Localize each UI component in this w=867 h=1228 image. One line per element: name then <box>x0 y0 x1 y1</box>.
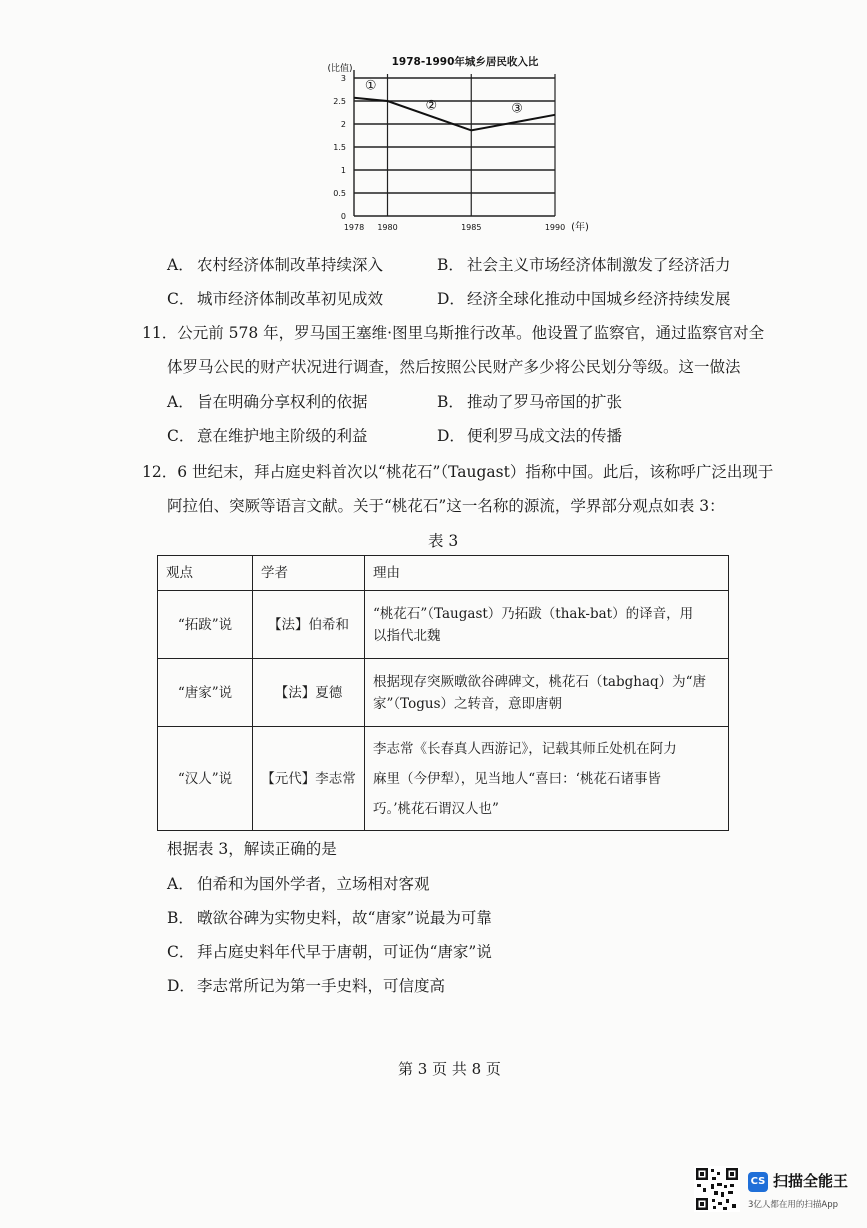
cell-view: “唐家”说 <box>158 659 253 727</box>
option-label: C． <box>167 427 195 445</box>
cell-reason <box>365 659 729 727</box>
reason-line: 根据现存突厥暾欲谷碑碑文，桃花石（tabghaq）为“唐 <box>373 673 707 690</box>
series-line <box>354 98 555 131</box>
segment-annotation: ③ <box>511 101 523 117</box>
y-tick-label: 2.5 <box>333 97 346 106</box>
option-label: C． <box>167 290 195 308</box>
question-number: 11． <box>142 324 178 342</box>
chart-svg <box>320 48 610 243</box>
option-text: 意在维护地主阶级的利益 <box>197 427 368 445</box>
reason-line: 麻里（今伊犁），见当地人“喜曰：‘桃花石诸事皆 <box>373 770 661 787</box>
q11-stem-line2: 体罗马公民的财产状况进行调查，然后按照公民财产多少将公民划分等级。这一做法 <box>167 358 741 376</box>
y-tick-label: 1.5 <box>333 143 346 152</box>
header-cell-reason: 理由 <box>365 556 729 591</box>
table-header-row <box>158 556 729 591</box>
option-label: D． <box>167 977 195 995</box>
reason-line: 李志常《长春真人西游记》，记载其师丘处机在阿力 <box>373 740 677 757</box>
option-label: B． <box>437 256 464 274</box>
y-tick-label: 0 <box>340 212 346 221</box>
option-label: D． <box>437 290 465 308</box>
table-row <box>158 659 729 727</box>
x-tick-label: 1990 <box>544 223 566 232</box>
qr-code-icon <box>694 1166 740 1212</box>
x-tick-label: 1978 <box>343 223 365 232</box>
y-tick-label: 2 <box>340 120 346 129</box>
q12-stem-line2: 阿拉伯、突厥等语言文献。关于“桃花石”这一名称的源流，学界部分观点如表 3： <box>167 497 725 515</box>
chart-title: 1978-1990年城乡居民收入比 <box>391 56 539 68</box>
camscanner-subtitle: 3亿人都在用的扫描App <box>748 1200 839 1210</box>
option-text: 经济全球化推动中国城乡经济持续发展 <box>467 290 731 308</box>
option-label: A． <box>167 875 194 893</box>
cell-view: “拓跋”说 <box>158 591 253 659</box>
question-number: 12． <box>142 463 178 481</box>
header-cell-scholar: 学者 <box>253 556 365 591</box>
option-label: A． <box>167 393 194 411</box>
table-3 <box>157 555 729 831</box>
camscanner-name: 扫描全能王 <box>773 1172 849 1190</box>
option-text: 推动了罗马帝国的扩张 <box>467 393 623 411</box>
income-ratio-chart <box>320 48 610 243</box>
option-text: 农村经济体制改革持续深入 <box>197 256 384 274</box>
page-footer: 第 3 页 共 8 页 <box>398 1060 501 1078</box>
option-label: D． <box>437 427 465 445</box>
q12-stem-line1 <box>142 461 773 483</box>
table-title: 表 3 <box>428 532 459 550</box>
y-tick-label: 3 <box>340 74 346 83</box>
option-label: C． <box>167 943 195 961</box>
q12-option-b <box>167 907 492 929</box>
option-label: B． <box>437 393 464 411</box>
option-label: B． <box>167 909 194 927</box>
q11-option-c <box>167 425 368 447</box>
y-tick-label: 1 <box>340 166 346 175</box>
q10-option-c <box>167 288 383 310</box>
option-text: 城市经济体制改革初见成效 <box>197 290 384 308</box>
reason-line: 以指代北魏 <box>373 627 441 644</box>
q11-option-b <box>437 391 622 413</box>
cell-scholar: 【法】伯希和 <box>253 591 365 659</box>
cell-view: “汉人”说 <box>158 727 253 831</box>
cell-reason <box>365 591 729 659</box>
y-tick-label: 0.5 <box>333 189 346 198</box>
x-tick-label: 1980 <box>377 223 398 232</box>
table-row <box>158 727 729 831</box>
reason-line: 巧。’桃花石谓汉人也” <box>373 800 499 817</box>
option-text: 社会主义市场经济体制激发了经济活力 <box>467 256 731 274</box>
y-axis-label: (比值) <box>327 64 353 74</box>
q10-option-b <box>437 254 731 276</box>
option-text: 旨在明确分享权利的依据 <box>197 393 368 411</box>
x-tick-label: 1985 <box>461 223 482 232</box>
cell-scholar: 【元代】李志常 <box>253 727 365 831</box>
option-text: 便利罗马成文法的传播 <box>467 427 623 445</box>
question-text: 6 世纪末，拜占庭史料首次以“桃花石”（Taugast）指称中国。此后，该称呼广泛出现于 <box>177 463 774 481</box>
reason-line: 家”（Togus）之转音，意即唐朝 <box>373 695 562 712</box>
cell-reason <box>365 727 729 831</box>
question-text: 公元前 578 年，罗马国王塞维·图里乌斯推行改革。他设置了监察官，通过监察官对全 <box>177 324 765 342</box>
option-text: 伯希和为国外学者，立场相对客观 <box>197 875 430 893</box>
table-row <box>158 591 729 659</box>
q12-prompt: 根据表 3，解读正确的是 <box>167 840 337 858</box>
option-text: 暾欲谷碑为实物史料，故“唐家”说最为可靠 <box>197 909 492 927</box>
q12-option-a <box>167 873 430 895</box>
segment-annotation: ① <box>364 78 377 94</box>
q10-option-d <box>437 288 731 310</box>
q12-option-c <box>167 941 492 963</box>
option-text: 拜占庭史料年代早于唐朝，可证伪“唐家”说 <box>197 943 492 961</box>
option-label: A． <box>167 256 194 274</box>
option-text: 李志常所记为第一手史料，可信度高 <box>197 977 446 995</box>
reason-line: “桃花石”（Taugast）乃拓跋（thak-bat）的译音，用 <box>373 605 694 622</box>
header-cell-view: 观点 <box>158 556 253 591</box>
q11-option-d <box>437 425 622 447</box>
segment-annotation: ② <box>425 98 438 114</box>
cell-scholar: 【法】夏德 <box>253 659 365 727</box>
q10-option-a <box>167 254 383 276</box>
q11-stem-line1 <box>142 322 764 344</box>
x-axis-label: (年) <box>571 222 589 233</box>
q11-option-a <box>167 391 368 413</box>
camscanner-logo-icon: CS <box>748 1172 768 1192</box>
q12-option-d <box>167 975 445 997</box>
